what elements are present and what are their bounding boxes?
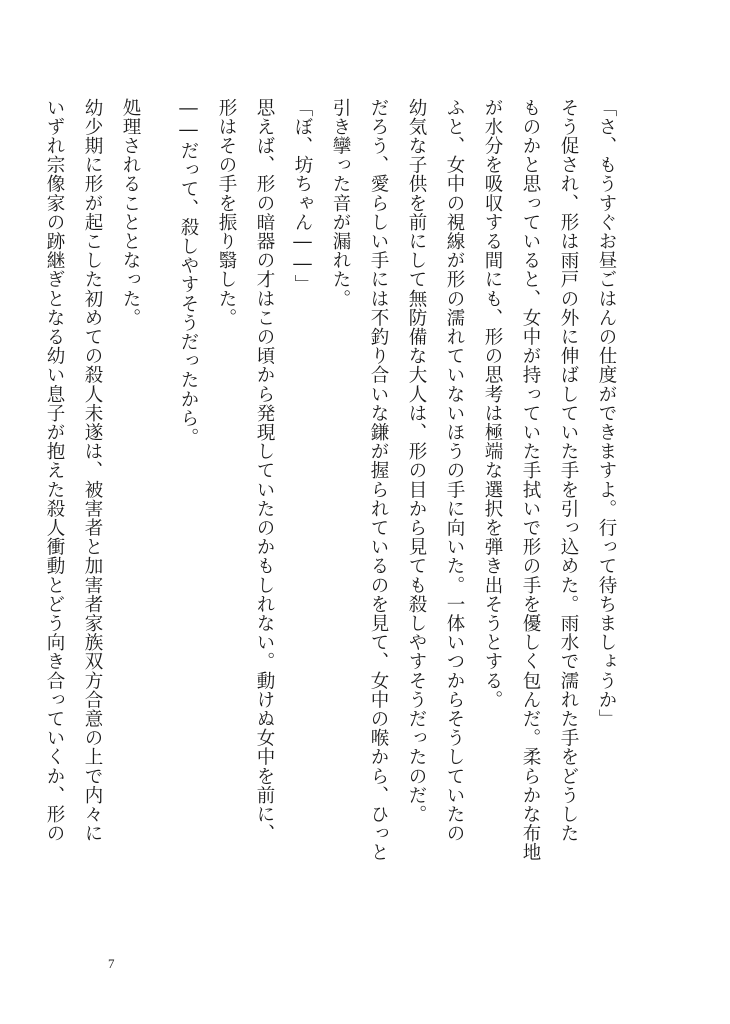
- text-line: ――だって、殺しやすそうだったから。: [178, 98, 199, 447]
- body-text: [30, 98, 620, 918]
- text-line: ふと、女中の視線が形の濡れていないほうの手に向いた。一体いつからそうしていたの: [444, 98, 465, 843]
- text-line: 「さ、もうすぐお昼ごはんの仕度ができますよ。行って待ちましょうか」: [596, 98, 617, 729]
- text-line: 幼少期に形が起こした初めての殺人未遂は、被害者と加害者家族双方合意の上で内々に: [82, 98, 103, 843]
- text-line: だろう、愛らしい手には不釣り合いな鎌が握られているのを見て、女中の喉から、ひっと: [368, 98, 389, 862]
- page-number: 7: [108, 956, 115, 971]
- text-line: 「ぼ、坊ちゃん――」: [292, 98, 313, 294]
- section-break: [144, 98, 164, 918]
- text-line: いずれ宗像家の跡継ぎとなる幼い息子が抱えた殺人衝動とどう向き合っていくか、形の: [44, 98, 65, 843]
- text-line: 引き攣った音が漏れた。: [330, 98, 351, 309]
- text-line: 思えば、形の暗器の才はこの頃から発現していたのかもしれない。動けぬ女中を前に、: [254, 98, 275, 843]
- text-line: ものかと思っていると、女中が持っていた手拭いで形の手を優しく包んだ。柔らかな布地: [520, 98, 541, 862]
- text-line: 処理されることとなった。: [120, 98, 141, 328]
- text-line: が水分を吸収する間にも、形の思考は極端な選択を弾き出そうとする。: [482, 98, 503, 710]
- text-line: そう促され、形は雨戸の外に伸ばしていた手を引っ込めた。雨水で濡れた手をどうした: [558, 98, 579, 843]
- text-line: 幼気な子供を前にして無防備な大人は、形の目から見ても殺しやすそうだったのだ。: [406, 98, 427, 824]
- text-line: 形はその手を振り翳した。: [216, 98, 237, 328]
